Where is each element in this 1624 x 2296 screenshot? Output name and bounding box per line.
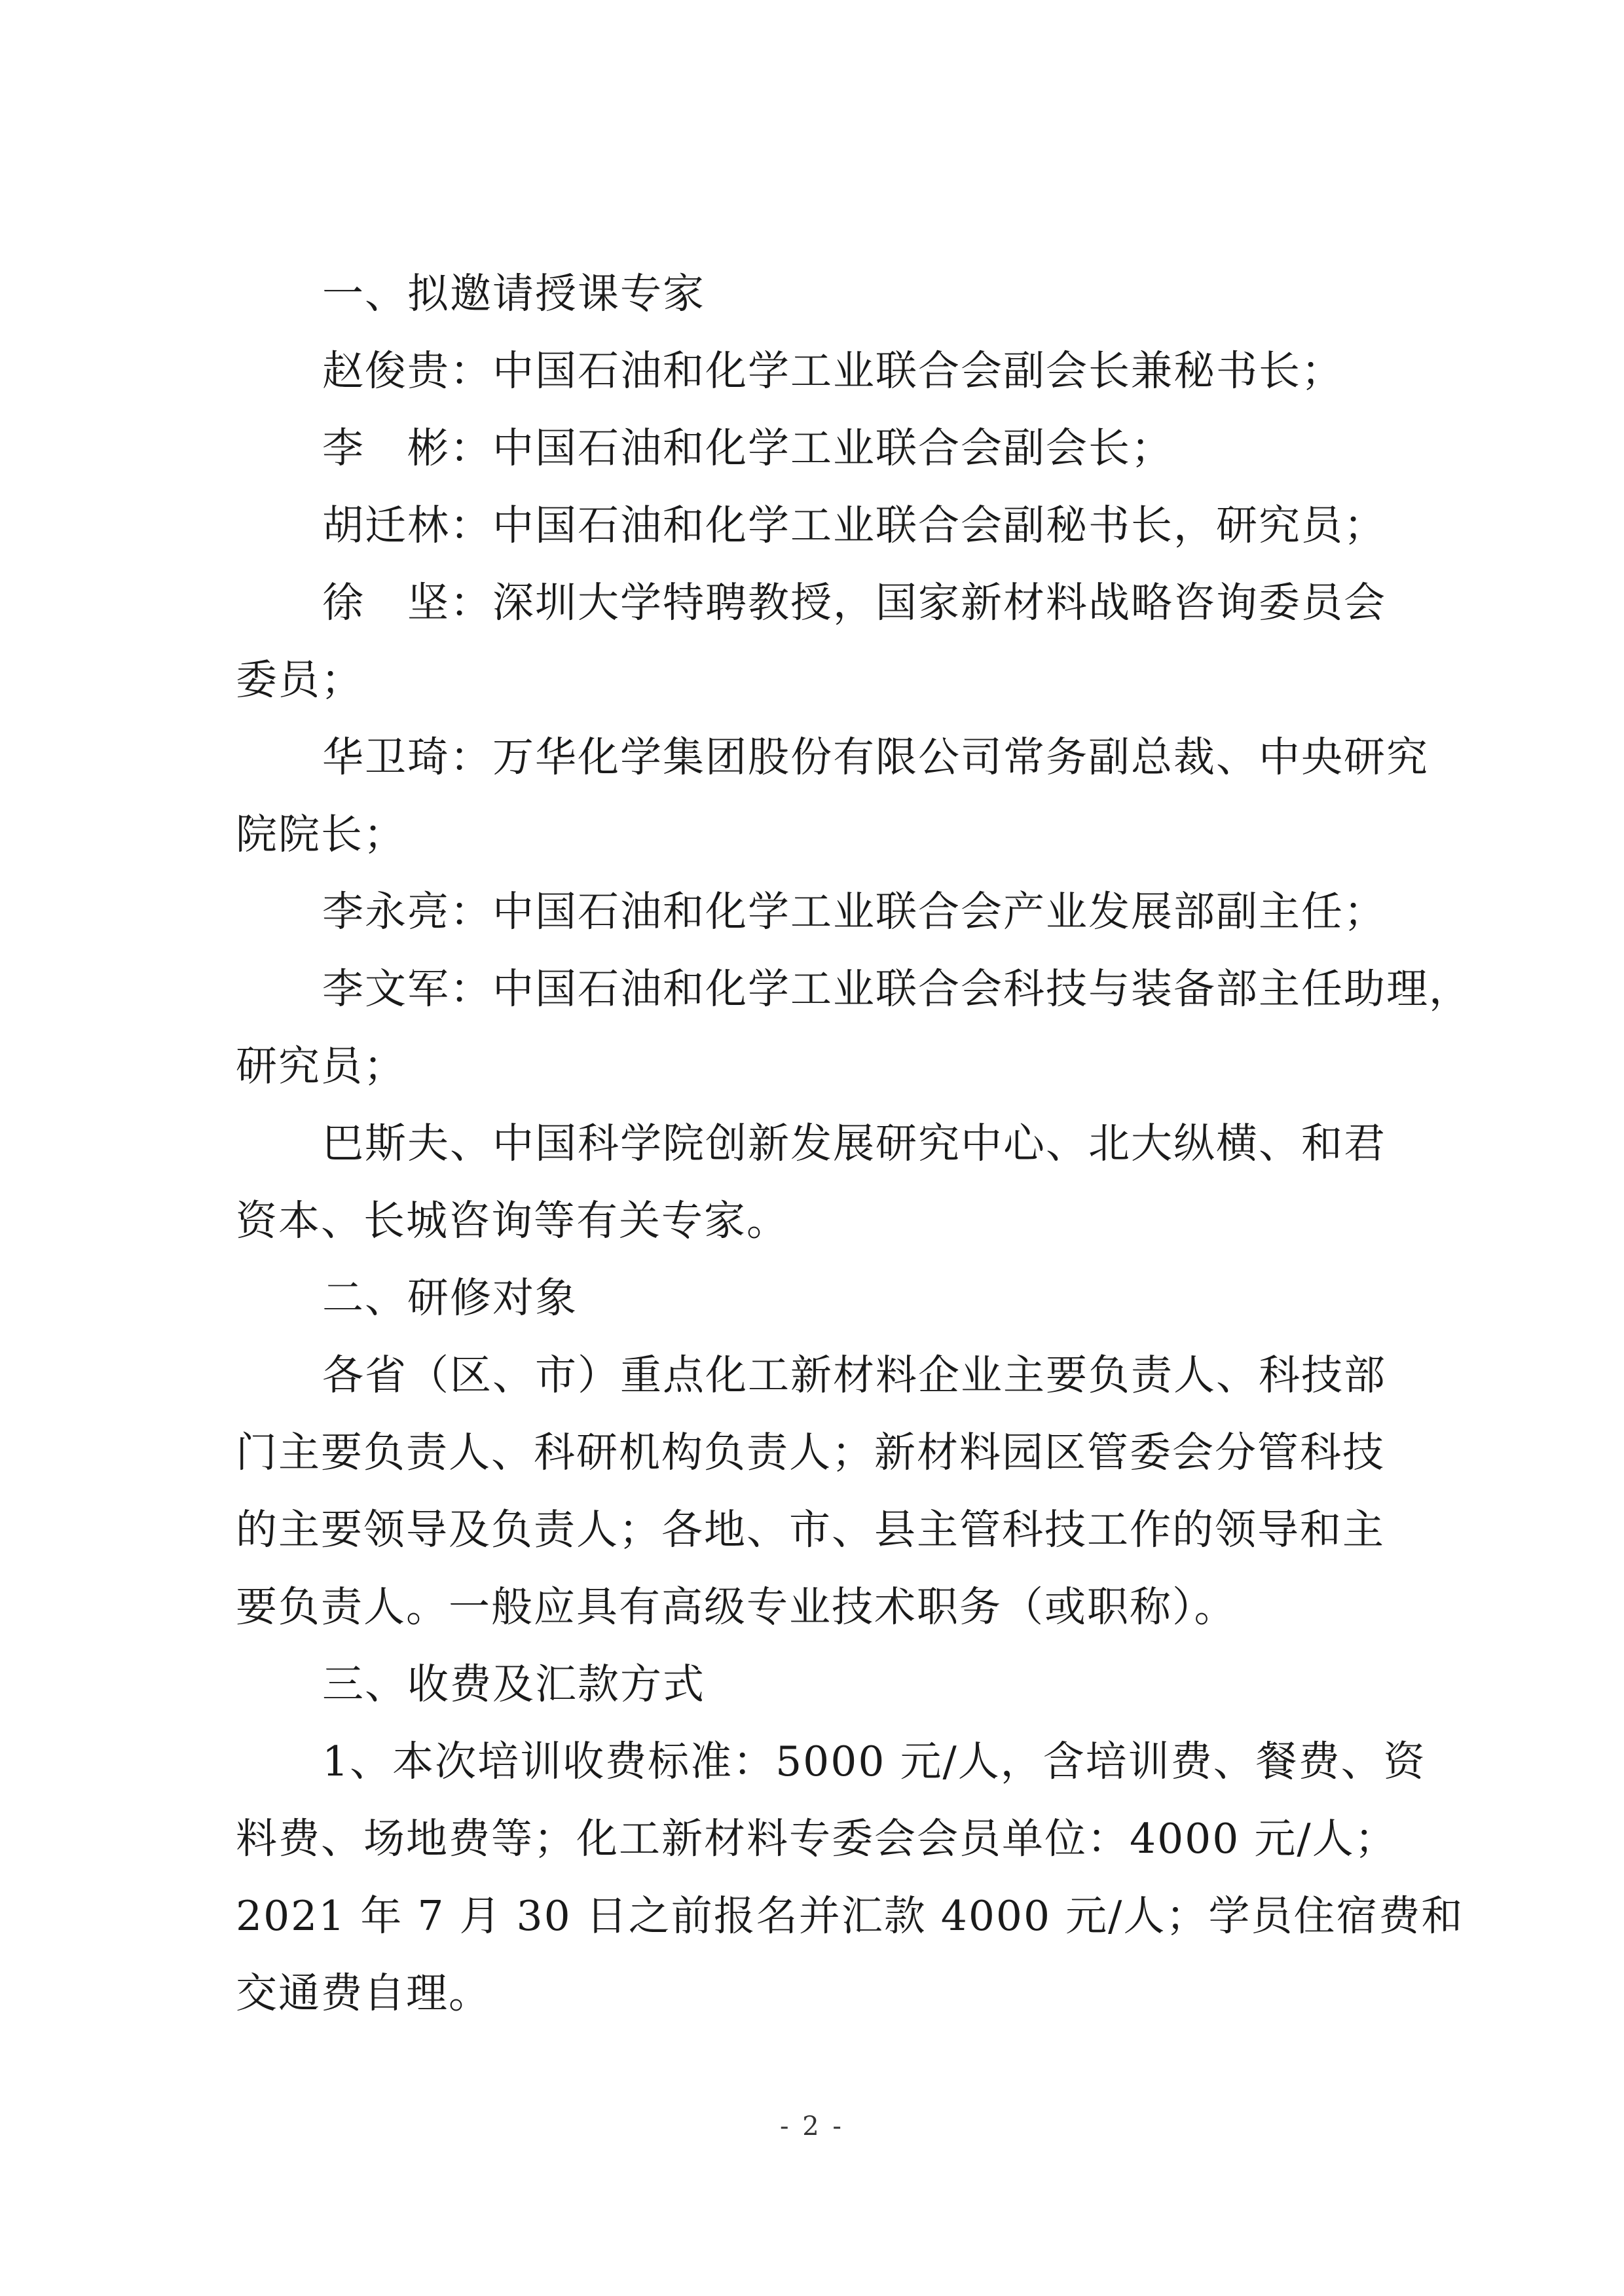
expert-line-xu-cont: 委员； <box>236 656 363 704</box>
fees-paragraph-line: 料费、场地费等；化工新材料专委会会员单位：4000 元/人； <box>236 1815 1397 1863</box>
audience-paragraph-line: 要负责人。一般应具有高级专业技术职务（或职称）。 <box>236 1583 1237 1631</box>
expert-name-part: 坚 <box>407 579 450 627</box>
section-heading-experts: 一、拟邀请授课专家 <box>322 270 705 318</box>
page-number: - 2 - <box>780 2111 844 2141</box>
expert-desc: ：中国石油和化学工业联合会副会长； <box>450 424 1173 472</box>
expert-name-part: 李 <box>322 424 365 472</box>
expert-line-hua <box>236 719 1429 796</box>
document-page <box>236 255 1471 2032</box>
section-heading-fees: 三、收费及汇款方式 <box>322 1660 705 1708</box>
section-heading-audience: 二、研修对象 <box>322 1274 578 1322</box>
expert-name-part: 彬 <box>407 424 450 472</box>
expert-line-li-yongliang <box>236 873 1395 951</box>
expert-name-part: 徐 <box>322 579 365 627</box>
expert-name: 李文军 <box>322 965 450 1013</box>
other-experts-line: 巴斯夫、中国科学院创新发展研究中心、北大纵横、和君 <box>322 1120 1386 1167</box>
expert-line-zhao <box>236 333 1395 410</box>
expert-desc: ：中国石油和化学工业联合会科技与装备部主任助理， <box>450 965 1471 1013</box>
expert-name: 胡迁林 <box>322 501 450 549</box>
fees-paragraph-line: 2021 年 7 月 30 日之前报名并汇款 4000 元/人；学员住宿费和 <box>236 1892 1464 1940</box>
expert-line-hua-cont: 院院长； <box>236 811 406 858</box>
fees-paragraph-line: 1、本次培训收费标准：5000 元/人，含培训费、餐费、资 <box>322 1738 1426 1785</box>
expert-desc: ：万华化学集团股份有限公司常务副总裁、中央研究 <box>450 733 1429 781</box>
expert-name: 华卫琦 <box>322 733 450 781</box>
fees-paragraph-line: 交通费自理。 <box>236 1969 491 2017</box>
expert-name: 李永亮 <box>322 888 450 936</box>
expert-desc: ：中国石油和化学工业联合会副会长兼秘书长； <box>450 347 1344 395</box>
expert-line-xu <box>236 564 1395 642</box>
audience-paragraph-line: 的主要领导及负责人；各地、市、县主管科技工作的领导和主 <box>236 1506 1385 1554</box>
other-experts-line-cont: 资本、长城咨询等有关专家。 <box>236 1197 789 1245</box>
expert-line-li-bin <box>236 410 1395 487</box>
expert-desc: ：深圳大学特聘教授，国家新材料战略咨询委员会 <box>450 579 1386 627</box>
audience-paragraph-line: 门主要负责人、科研机构负责人；新材料园区管委会分管科技 <box>236 1429 1385 1476</box>
expert-desc: ：中国石油和化学工业联合会产业发展部副主任； <box>450 888 1386 936</box>
audience-paragraph-line: 各省（区、市）重点化工新材料企业主要负责人、科技部 <box>322 1351 1386 1399</box>
expert-name: 赵俊贵 <box>322 347 450 395</box>
expert-line-li-wenjun <box>236 951 1471 1028</box>
expert-line-li-wenjun-cont: 研究员； <box>236 1042 406 1090</box>
expert-line-hu <box>236 487 1395 564</box>
expert-desc: ：中国石油和化学工业联合会副秘书长，研究员； <box>450 501 1386 549</box>
